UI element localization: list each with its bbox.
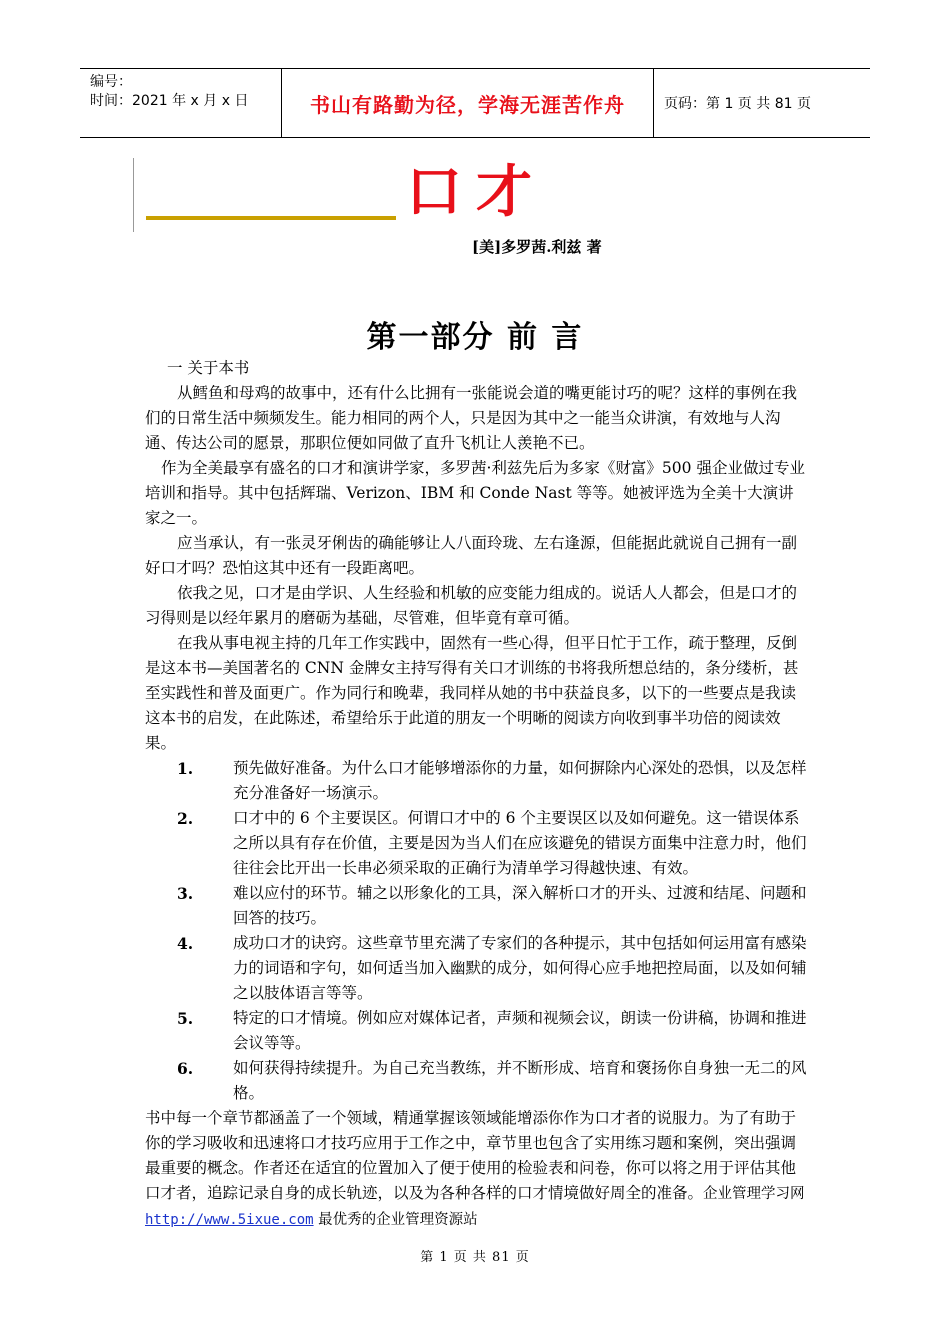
page-header	[80, 68, 870, 138]
header-motto: 书山有路勤为径，学海无涯苦作舟	[282, 69, 654, 137]
list-number: 3.	[177, 884, 194, 903]
list-number: 2.	[177, 809, 194, 828]
paragraph: 依我之见，口才是由学识、人生经验和机敏的应变能力组成的。说话人人都会，但是口才的习得则是以经年累月的磨砺为基础，尽管难，但毕竟有章可循。	[145, 584, 798, 627]
list-text: 口才中的 6 个主要误区。何谓口才中的 6 个主要误区以及如何避免。这一错误体系之所以具有存在价值，主要是因为当人们在应该避免的错误方面集中注意力时，他们往往会比开出一长串必须采取的正确行为清单学习得越快速、有效。	[233, 809, 807, 877]
list-item	[145, 806, 809, 881]
list-number: 1.	[177, 759, 194, 778]
list-item	[145, 756, 809, 806]
trailer-prefix: 企业管理学习网	[703, 1186, 805, 1202]
list-text: 特定的口才情境。例如应对媒体记者，声频和视频会议，朗读一份讲稿，协调和推进会议等等。	[233, 1009, 807, 1052]
header-info	[80, 69, 282, 137]
section-heading: 一 关于本书	[167, 359, 250, 377]
list-number: 5.	[177, 1009, 194, 1028]
closing-paragraph	[145, 1106, 809, 1233]
paragraph: 从鳕鱼和母鸡的故事中，还有什么比拥有一张能说会道的嘴更能讨巧的呢？这样的事例在我们的日常生活中频频发生。能力相同的两个人，只是因为其中之一能当众讲演，有效地与人沟通、传达公司的愿景，那职位便如同做了直升飞机让人羡艳不已。	[145, 384, 798, 452]
list-text: 预先做好准备。为什么口才能够增添你的力量，如何摒除内心深处的恐惧，以及怎样充分准备好一场演示。	[233, 759, 807, 802]
list-item	[145, 1056, 809, 1106]
title-gold-bar	[146, 216, 396, 220]
list-number: 6.	[177, 1059, 194, 1078]
key-points-list	[145, 756, 809, 1106]
part-title: 第一部分 前 言	[366, 320, 584, 355]
header-page-label: 页码：第 1 页 共 81 页	[664, 96, 811, 112]
body-content	[145, 356, 809, 1233]
title-divider	[133, 158, 134, 232]
list-item	[145, 931, 809, 1006]
trailer-suffix: 最优秀的企业管理资源站	[313, 1212, 478, 1228]
list-item	[145, 881, 809, 931]
paragraph: 作为全美最享有盛名的口才和演讲学家，多罗茜·利兹先后为多家《财富》500 强企业做过专业培训和指导。其中包括辉瑞、Verizon、IBM 和 Conde Nast 等等。她被评选为全美十大演讲家之一。	[145, 459, 805, 527]
paragraph: 在我从事电视主持的几年工作实践中，固然有一些心得，但平日忙于工作，疏于整理，反倒是这本书—美国著名的 CNN 金牌女主持写得有关口才训练的书将我所想总结的，条分缕析，甚至实践性和普及面更广。作为同行和晚辈，我同样从她的书中获益良多，以下的一些要点是我读这本书的启发，在此陈述，希望给乐于此道的朋友一个明晰的阅读方向收到事半功倍的阅读效果。	[145, 634, 799, 752]
code-label: 编号：	[90, 74, 132, 90]
paragraph: 应当承认，有一张灵牙俐齿的确能够让人八面玲珑、左右逢源，但能据此就说自己拥有一副好口才吗？恐怕这其中还有一段距离吧。	[145, 534, 798, 577]
list-text: 如何获得持续提升。为自己充当教练，并不断形成、培育和褒扬你自身独一无二的风格。	[233, 1059, 807, 1102]
list-text: 难以应付的环节。辅之以形象化的工具，深入解析口才的开头、过渡和结尾、问题和回答的技巧。	[233, 884, 807, 927]
date-label: 时间：2021 年 x 月 x 日	[90, 93, 249, 109]
site-link[interactable]: http://www.5ixue.com	[145, 1212, 314, 1228]
list-number: 4.	[177, 934, 194, 953]
page-footer: 第 1 页 共 81 页	[420, 1250, 530, 1265]
author-line: [美]多罗茜.利兹 著	[472, 238, 602, 256]
list-item	[145, 1006, 809, 1056]
list-text: 成功口才的诀窍。这些章节里充满了专家们的各种提示，其中包括如何运用富有感染力的词语和字句，如何适当加入幽默的成分，如何得心应手地把控局面，以及如何辅之以肢体语言等等。	[233, 934, 807, 1002]
closing-text: 书中每一个章节都涵盖了一个领域，精通掌握该领域能增添你作为口才者的说服力。为了有助于你的学习吸收和迅速将口才技巧应用于工作之中，章节里也包含了实用练习题和案例，突出强调最重要的概念。作者还在适宜的位置加入了便于使用的检验表和问卷，你可以将之用于评估其他口才者，追踪记录自身的成长轨迹，以及为各种各样的口才情境做好周全的准备。	[145, 1109, 797, 1202]
book-title: 口才	[406, 160, 546, 225]
